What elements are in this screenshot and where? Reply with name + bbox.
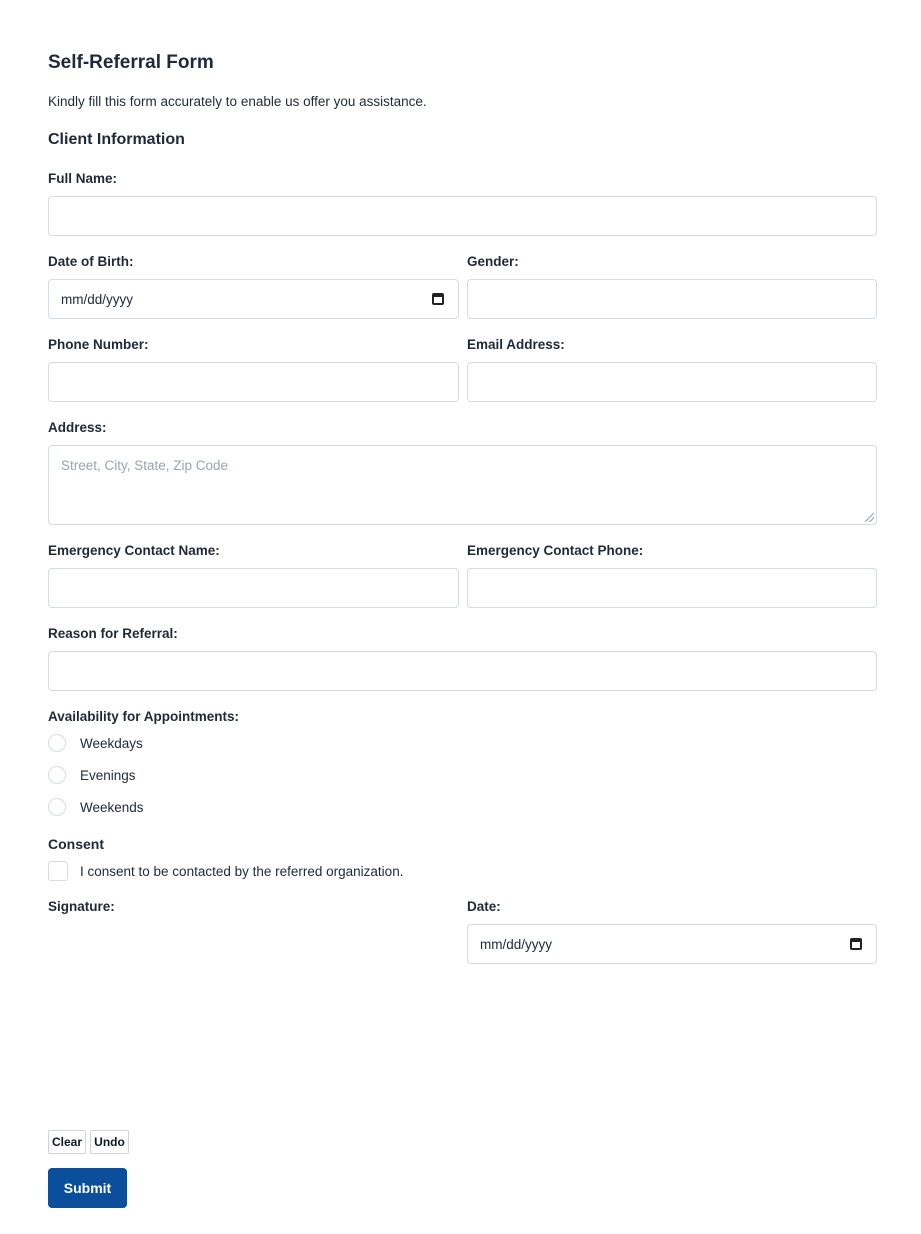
radio-evenings[interactable] [48, 766, 136, 784]
emergency-name-input[interactable] [48, 568, 459, 608]
signature-label: Signature: [48, 899, 115, 914]
gender-input[interactable] [467, 279, 877, 319]
radio-weekends[interactable] [48, 798, 144, 816]
signature-pad[interactable] [48, 924, 459, 1114]
signature-date-value: mm/dd/yyyy [480, 936, 553, 952]
phone-input[interactable] [48, 362, 459, 402]
resize-handle-icon[interactable] [865, 513, 874, 522]
address-textarea[interactable] [48, 445, 877, 525]
reason-input[interactable] [48, 651, 877, 691]
undo-button[interactable]: Undo [90, 1130, 129, 1154]
emergency-phone-label: Emergency Contact Phone: [467, 543, 644, 558]
email-label: Email Address: [467, 337, 565, 352]
dob-date-input[interactable] [48, 279, 459, 319]
submit-button[interactable]: Submit [48, 1168, 127, 1208]
radio-evenings-label: Evenings [80, 767, 136, 783]
clear-button[interactable]: Clear [48, 1130, 86, 1154]
consent-title: Consent [48, 836, 104, 852]
phone-label: Phone Number: [48, 337, 149, 352]
radio-circle[interactable] [48, 766, 66, 784]
section-title-client-info: Client Information [48, 131, 185, 148]
dob-label: Date of Birth: [48, 254, 134, 269]
radio-weekends-label: Weekends [80, 799, 144, 815]
radio-weekdays-label: Weekdays [80, 735, 143, 751]
full-name-label: Full Name: [48, 171, 118, 186]
email-input[interactable] [467, 362, 877, 402]
emergency-phone-input[interactable] [467, 568, 877, 608]
form-title: Self-Referral Form [48, 52, 214, 73]
consent-checkbox[interactable] [48, 861, 68, 881]
date-label: Date: [467, 899, 501, 914]
reason-label: Reason for Referral: [48, 626, 178, 641]
availability-label: Availability for Appointments: [48, 709, 240, 724]
radio-circle[interactable] [48, 798, 66, 816]
full-name-input[interactable] [48, 196, 877, 236]
radio-weekdays[interactable] [48, 734, 143, 752]
signature-date-input[interactable] [467, 924, 877, 964]
form-subtitle: Kindly fill this form accurately to enable us offer you assistance. [48, 94, 427, 109]
emergency-name-label: Emergency Contact Name: [48, 543, 220, 558]
address-label: Address: [48, 420, 107, 435]
calendar-icon[interactable] [432, 293, 444, 305]
consent-checkbox-label: I consent to be contacted by the referred organization. [80, 863, 404, 879]
dob-date-value: mm/dd/yyyy [61, 291, 134, 307]
address-placeholder: Street, City, State, Zip Code [61, 458, 229, 473]
gender-label: Gender: [467, 254, 519, 269]
radio-circle[interactable] [48, 734, 66, 752]
consent-checkbox-row[interactable] [48, 861, 403, 881]
calendar-icon[interactable] [850, 938, 862, 950]
